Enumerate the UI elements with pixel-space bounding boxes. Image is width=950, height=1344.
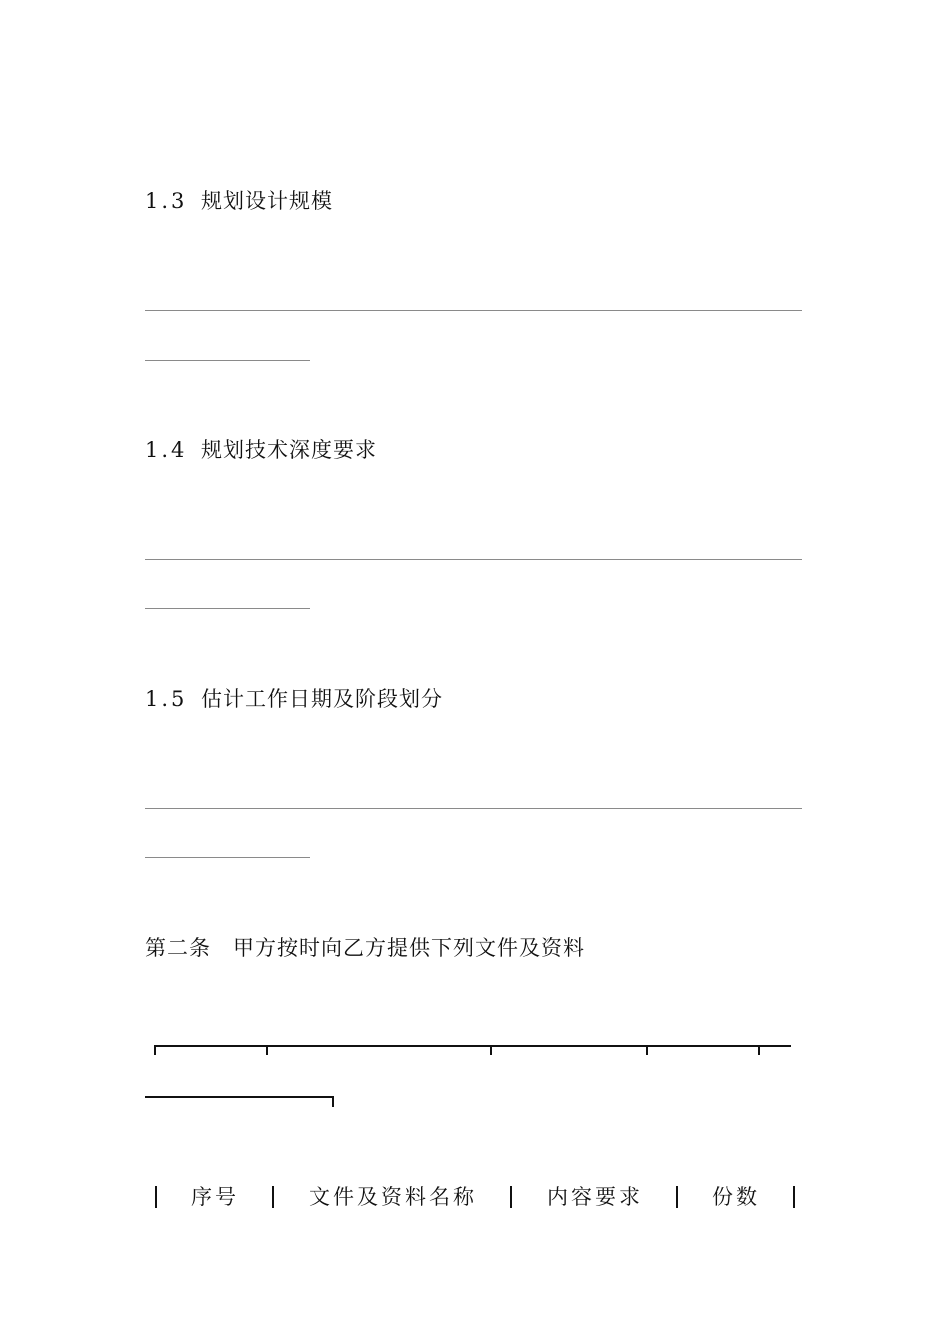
article-number: 第二条 — [145, 936, 211, 960]
section-number: 1.5 — [145, 687, 188, 711]
section-heading — [145, 435, 377, 465]
blank-fill-line — [145, 559, 802, 560]
table-column-tick — [646, 1045, 648, 1055]
section-title: 估计工作日期及阶段划分 — [201, 687, 443, 711]
blank-fill-line — [145, 808, 802, 809]
table-top-border-continued — [145, 1096, 334, 1098]
table-column-tick — [266, 1045, 268, 1055]
table-corner — [154, 1045, 156, 1055]
table-column-divider — [676, 1186, 678, 1208]
table-column-divider — [155, 1186, 157, 1208]
article-title: 甲方按时向乙方提供下列文件及资料 — [233, 936, 585, 960]
table-column-tick — [490, 1045, 492, 1055]
table-column-divider — [272, 1186, 274, 1208]
blank-fill-line — [145, 857, 310, 858]
table-header-cell: 内容要求 — [547, 1185, 643, 1209]
section-title: 规划技术深度要求 — [201, 438, 377, 462]
section-heading — [145, 186, 333, 216]
table-column-tick — [758, 1045, 760, 1055]
table-column-divider — [510, 1186, 512, 1208]
article-heading — [145, 933, 585, 963]
table-header-cell: 份数 — [712, 1185, 760, 1209]
section-number: 1.4 — [145, 438, 188, 462]
blank-fill-line — [145, 608, 310, 609]
section-number: 1.3 — [145, 189, 188, 213]
section-title: 规划设计规模 — [201, 189, 333, 213]
table-top-border — [154, 1045, 791, 1047]
table-header-cell: 序号 — [191, 1185, 239, 1209]
table-header-cell: 文件及资料名称 — [309, 1185, 477, 1209]
table-column-divider — [793, 1186, 795, 1208]
blank-fill-line — [145, 310, 802, 311]
blank-fill-line — [145, 360, 310, 361]
table-corner — [332, 1096, 334, 1107]
section-heading — [145, 684, 443, 714]
